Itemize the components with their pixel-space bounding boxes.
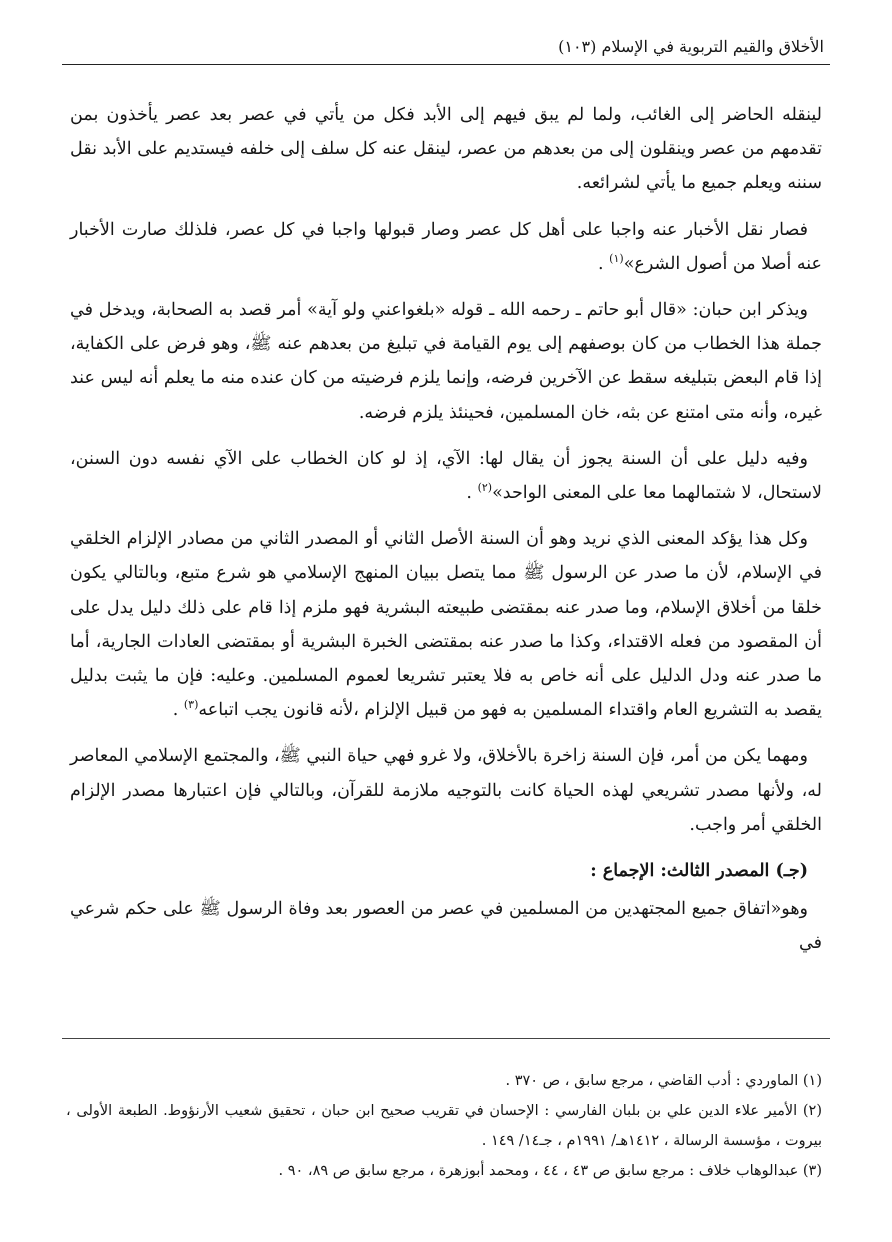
- footnote-ref-2: (٢): [477, 481, 493, 495]
- footnote-1: (١) الماوردي : أدب القاضي ، مرجع سابق ، ص ٣٧٠ .: [505, 1073, 822, 1089]
- paragraph-3: ويذكر ابن حبان: «قال أبو حاتم ـ رحمه الله ـ قوله «بلغواعني ولو آية» أمر قصد به الصحابة، ويدخل في جملة هذا الخطاب من كان بوصفهم إلى يوم القيامة في تبليغ من بعدهم عنه ﷺ، وهو فرض على الكفاية، إذا قام البعض بتبليغه سقط عن الآخرين فرضه، وإنما يلزم فرضيته من كان عنده منه ما يعلم أنه ليس عند غيره، وأنه متى امتنع عن بثه، خان المسلمين، فحينئذ يلزم فرضه.: [70, 300, 822, 423]
- paragraph-5: وكل هذا يؤكد المعنى الذي نريد وهو أن السنة الأصل الثاني أو المصدر الثاني من مصادر الإلزام الخلقي في الإسلام، لأن ما صدر عن الرسول ﷺ مما يتصل ببيان المنهج الإسلامي هو شرع متبع، وبالتالي يكون خلقا من أخلاق الإسلام، وما صدر عنه بمقتضى طبيعته البشرية فهو ملزم إذا قام على ذلك دليل يدل على أن المقصود من فعله الاقتداء، وكذا ما صدر عنه بمقتضى الخبرة البشرية أو بمقتضى العادات الجارية، أما ما صدر عنه ودل الدليل على أنه خاص به فلا يعتبر تشريعا لعموم المسلمين. وعليه: فإن ما يثبت بدليل يقصد به التشريع العام واقتداء المسلمين به فهو من قبيل الإلزام ،لأنه قانون يجب اتباعه$^{(٣)}$ .: [70, 529, 822, 721]
- paragraph-5-text: وكل هذا يؤكد المعنى الذي نريد وهو أن السنة الأصل الثاني أو المصدر الثاني من مصادر الإلزام الخلقي في الإسلام، لأن ما صدر عن الرسول ﷺ مما يتصل ببيان المنهج الإسلامي هو شرع متبع، وبالتالي يكون خلقا من أخلاق الإسلام، وما صدر عنه بمقتضى طبيعته البشرية فهو ملزم إذا قام على ذلك دليل يدل على أن المقصود من فعله الاقتداء، وكذا ما صدر عنه بمقتضى الخبرة البشرية أو بمقتضى العادات الجارية، أما ما صدر عنه ودل الدليل على أنه خاص به فلا يعتبر تشريعا لعموم المسلمين. وعليه: فإن ما يثبت بدليل يقصد به التشريع العام واقتداء المسلمين به فهو من قبيل الإلزام ،لأنه قانون يجب اتباعه: [70, 529, 822, 721]
- footnotes: [66, 1066, 822, 1186]
- running-header: الأخلاق والقيم التربوية في الإسلام (١٠٣): [558, 37, 824, 56]
- section-heading: (جـ) المصدر الثالث: الإجماع :: [590, 861, 808, 882]
- footnote-2: (٢) الأمير علاء الدين علي بن بلبان الفارسي : الإحسان في تقريب صحيح ابن حبان ، تحقيق شعيب الأرنؤوط. الطبعة الأولى ، بيروت ، مؤسسة الرسالة ، ١٤١٢هـ/ ١٩٩١م ، جـ١٤/ ١٤٩ .: [66, 1103, 822, 1149]
- footnote-3: (٣) عبدالوهاب خلاف : مرجع سابق ص ٤٣ ، ٤٤ ، ومحمد أبوزهرة ، مرجع سابق ص ٨٩، ٩٠ .: [278, 1163, 822, 1179]
- paragraph-2: فصار نقل الأخبار عنه واجبا على أهل كل عصر وصار قبولها واجبا في كل عصر، فلذلك صارت الأخبار عنه أصلا من أصول الشرع»$^{(١)}$ .: [70, 219, 822, 274]
- footnote-ref-3: (٣): [183, 698, 199, 712]
- footnote-ref-1: (١): [609, 251, 624, 265]
- body-text: [70, 98, 822, 973]
- header-divider: [62, 64, 830, 65]
- paragraph-2-text: فصار نقل الأخبار عنه واجبا على أهل كل عصر وصار قبولها واجبا في كل عصر، فلذلك صارت الأخبار عنه أصلا من أصول الشرع»: [70, 219, 822, 274]
- paragraph-1: لينقله الحاضر إلى الغائب، ولما لم يبق فيهم إلى الأبد فكل من يأتي في عصر بعد عصر يأخذون بمن تقدمهم من عصر وينقلون إلى من بعدهم من عصر، لينقل عنه كل سلف إلى خلفه فيستديم على الأبد نقل سننه ويعلم جميع ما يأتي لشرائعه.: [70, 105, 822, 194]
- paragraph-7: وهو«اتفاق جميع المجتهدين من المسلمين في عصر من العصور بعد وفاة الرسول ﷺ على حكم شرعي في: [70, 899, 822, 954]
- paragraph-4: وفيه دليل على أن السنة يجوز أن يقال لها: الآي، إذ لو كان الخطاب على الآي نفسه دون السنن، لاستحال، لا شتمالهما معا على المعنى الواحد»$^{(٢)}$ .: [70, 448, 822, 504]
- footnote-divider: [62, 1038, 830, 1039]
- paragraph-6: ومهما يكن من أمر، فإن السنة زاخرة بالأخلاق، ولا غرو فهي حياة النبي ﷺ، والمجتمع الإسلامي المعاصر له، ولأنها مصدر تشريعي لهذه الحياة كانت بالتوجيه ملازمة للقرآن، وبالتالي فإن اعتبارها مصدر الإلزام الخلقي أمر واجب.: [70, 746, 822, 835]
- paragraph-4-text: وفيه دليل على أن السنة يجوز أن يقال لها: الآي، إذ لو كان الخطاب على الآي نفسه دون السنن، لاستحال، لا شتمالهما معا على المعنى الواحد»: [70, 448, 822, 504]
